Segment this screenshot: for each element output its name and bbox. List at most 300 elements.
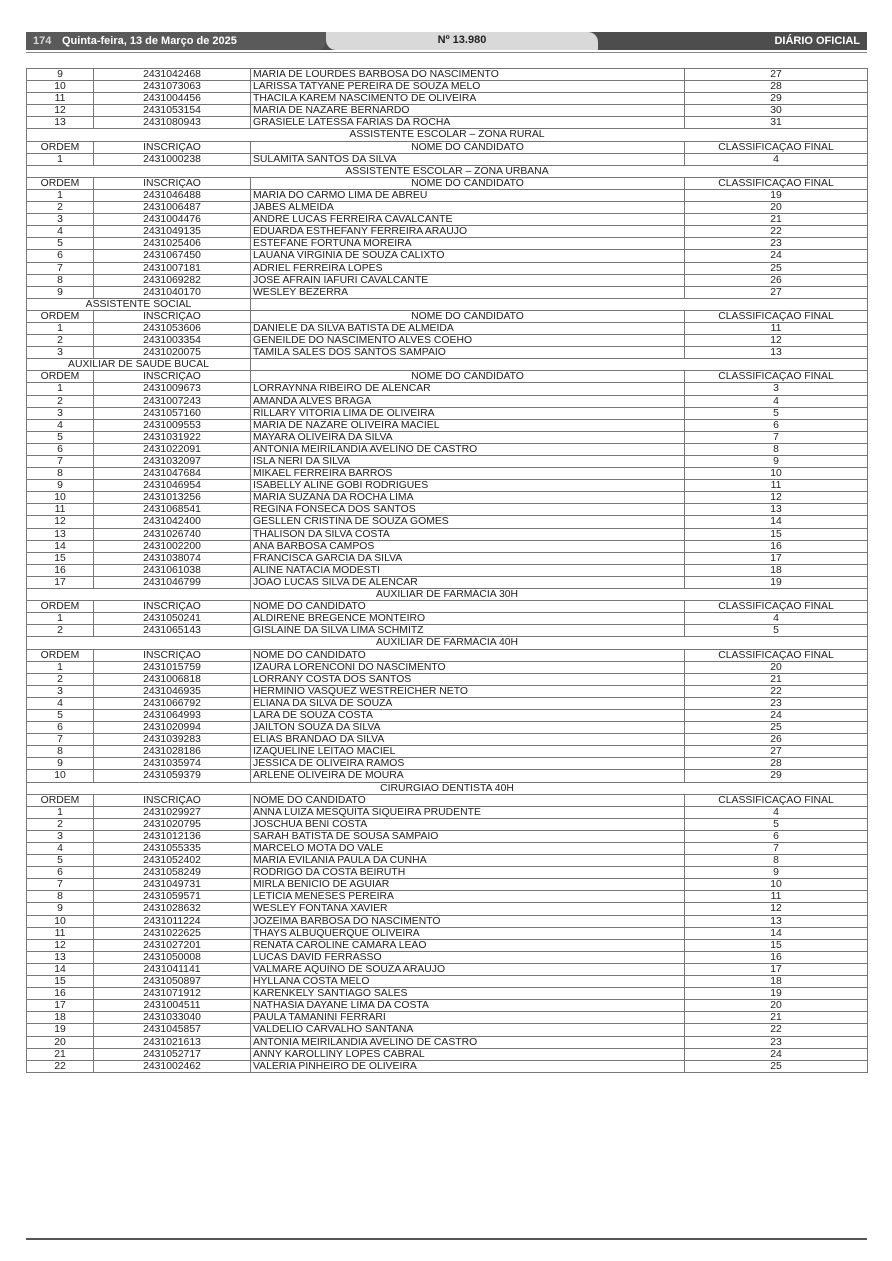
nome-cell: FRANCISCA GARCIA DA SILVA [251, 552, 685, 564]
nome-cell: ELIANA DA SILVA DE SOUZA [251, 697, 685, 709]
ordem-cell: 5 [27, 238, 94, 250]
inscricao-cell: 2431021613 [94, 1036, 251, 1048]
inscricao-cell: 2431020994 [94, 722, 251, 734]
table-row [27, 93, 868, 105]
inscricao-cell: 2431022091 [94, 443, 251, 455]
inscricao-cell: INSCRIÇÃO [94, 601, 251, 613]
inscricao-cell: 2431007243 [94, 395, 251, 407]
classificacao-cell: 23 [685, 1036, 868, 1048]
nome-cell: LORRAYNNA RIBEIRO DE ALENCAR [251, 383, 685, 395]
table-row [27, 456, 868, 468]
table-row [27, 963, 868, 975]
classificacao-cell: 27 [685, 69, 868, 81]
page-number: 174 [33, 35, 52, 47]
nome-cell: ALINE NATÁCIA MODESTI [251, 564, 685, 576]
nome-cell: NATHASIA DAYANE LIMA DA COSTA [251, 1000, 685, 1012]
ordem-cell: 17 [27, 576, 94, 588]
table-row [27, 322, 868, 334]
table-row [27, 939, 868, 951]
inscricao-cell: INSCRIÇÃO [94, 794, 251, 806]
classificacao-cell: 18 [685, 564, 868, 576]
classificacao-cell: 25 [685, 722, 868, 734]
classificacao-cell: 25 [685, 262, 868, 274]
nome-cell: KARENKELY SANTIAGO SALES [251, 988, 685, 1000]
classificacao-cell: 5 [685, 818, 868, 830]
nome-cell: THALISON DA SILVA COSTA [251, 528, 685, 540]
table-row [27, 443, 868, 455]
section-title-row [27, 165, 868, 177]
nome-cell: NOME DO CANDIDATO [251, 794, 685, 806]
ordem-cell: 12 [27, 516, 94, 528]
classificacao-cell: 4 [685, 806, 868, 818]
classificacao-cell: 29 [685, 93, 868, 105]
ordem-cell: ORDEM [27, 177, 94, 189]
inscricao-cell: 2431046488 [94, 189, 251, 201]
table-row [27, 419, 868, 431]
classificacao-cell: 17 [685, 963, 868, 975]
ordem-cell: 6 [27, 722, 94, 734]
ordem-cell: 4 [27, 226, 94, 238]
table-row [27, 734, 868, 746]
table-row [27, 879, 868, 891]
nome-cell: ANDRÉ LUCAS FERREIRA CAVALCANTE [251, 214, 685, 226]
inscricao-cell: 2431027201 [94, 939, 251, 951]
table-row [27, 709, 868, 721]
inscricao-cell: 2431066792 [94, 697, 251, 709]
section-title-row [27, 298, 868, 310]
table-row [27, 613, 868, 625]
section-title: AUXILIAR DE SAUDE BUCAL [27, 359, 251, 371]
classificacao-cell: 24 [685, 1048, 868, 1060]
table-row [27, 758, 868, 770]
nome-cell: JÉSSICA DE OLIVEIRA RAMOS [251, 758, 685, 770]
nome-cell: ESTEFÂNE FORTUNA MOREIRA [251, 238, 685, 250]
nome-cell: LORRANY COSTA DOS SANTOS [251, 673, 685, 685]
classificacao-cell: 19 [685, 576, 868, 588]
inscricao-cell: 2431050008 [94, 951, 251, 963]
journal-name: DIÁRIO OFICIAL [774, 35, 860, 47]
classificacao-cell: CLASSIFICAÇÃO FINAL [685, 177, 868, 189]
table-row [27, 504, 868, 516]
nome-cell: HERMINIO VASQUEZ WESTREICHER NETO [251, 685, 685, 697]
classificacao-cell: 26 [685, 734, 868, 746]
classificacao-cell: 21 [685, 1012, 868, 1024]
inscricao-cell: 2431052402 [94, 855, 251, 867]
inscricao-cell: 2431047684 [94, 468, 251, 480]
classificacao-cell: 29 [685, 770, 868, 782]
inscricao-cell: 2431045857 [94, 1024, 251, 1036]
inscricao-cell: 2431042400 [94, 516, 251, 528]
ordem-cell: 22 [27, 1060, 94, 1072]
ordem-cell: 17 [27, 1000, 94, 1012]
classificacao-cell: 7 [685, 843, 868, 855]
inscricao-cell: 2431053606 [94, 322, 251, 334]
nome-cell: TAMILA SALES DOS SANTOS SAMPAIO [251, 347, 685, 359]
nome-cell: MIKAEL FERREIRA BARROS [251, 468, 685, 480]
table-row [27, 153, 868, 165]
table-row [27, 407, 868, 419]
page-header [26, 32, 867, 50]
classificacao-cell: 24 [685, 250, 868, 262]
classificacao-cell: CLASSIFICAÇÃO FINAL [685, 601, 868, 613]
table-row [27, 976, 868, 988]
section-title: AUXILIAR DE FARMÁCIA 40H [27, 637, 868, 649]
inscricao-cell: 2431025406 [94, 238, 251, 250]
table-row [27, 250, 868, 262]
classificacao-cell: 14 [685, 516, 868, 528]
table-row [27, 903, 868, 915]
footer-divider [26, 1238, 867, 1240]
ordem-cell: 3 [27, 830, 94, 842]
ordem-cell: 3 [27, 685, 94, 697]
ordem-cell: 2 [27, 673, 94, 685]
inscricao-cell: 2431049135 [94, 226, 251, 238]
nome-cell: LARA DE SOUZA COSTA [251, 709, 685, 721]
inscricao-cell: INSCRIÇÃO [94, 177, 251, 189]
inscricao-cell: 2431035974 [94, 758, 251, 770]
table-row [27, 927, 868, 939]
ordem-cell: 11 [27, 93, 94, 105]
classificacao-cell: 27 [685, 746, 868, 758]
classificacao-cell: 20 [685, 202, 868, 214]
ordem-cell: 3 [27, 407, 94, 419]
ordem-cell: 14 [27, 963, 94, 975]
nome-cell: LARISSA TATYANE PEREIRA DE SOUZA MELO [251, 81, 685, 93]
table-row [27, 262, 868, 274]
classificacao-cell: 9 [685, 456, 868, 468]
table-row [27, 891, 868, 903]
table-row [27, 214, 868, 226]
ordem-cell: 9 [27, 286, 94, 298]
ordem-cell: 5 [27, 709, 94, 721]
ordem-cell: 13 [27, 951, 94, 963]
inscricao-cell: INSCRIÇÃO [94, 310, 251, 322]
ordem-cell: 1 [27, 613, 94, 625]
ordem-cell: 15 [27, 976, 94, 988]
ordem-cell: 7 [27, 879, 94, 891]
table-row [27, 855, 868, 867]
inscricao-cell: 2431028186 [94, 746, 251, 758]
table-header-row [27, 141, 868, 153]
inscricao-cell: 2431004456 [94, 93, 251, 105]
inscricao-cell: 2431041141 [94, 963, 251, 975]
table-row [27, 1000, 868, 1012]
ordem-cell: 1 [27, 322, 94, 334]
table-row [27, 685, 868, 697]
ordem-cell: 12 [27, 105, 94, 117]
nome-cell: ANNA LUIZA MESQUITA SIQUEIRA PRUDENTE [251, 806, 685, 818]
table-row [27, 697, 868, 709]
nome-cell: ALDIRENE BREGENCE MONTEIRO [251, 613, 685, 625]
section-title: ASSISTENTE ESCOLAR – ZONA RURAL [27, 129, 868, 141]
nome-cell: PAULA TAMANINI FERRARI [251, 1012, 685, 1024]
nome-cell: IZAQUELINE LEITAO MACIEL [251, 746, 685, 758]
classificacao-cell: 24 [685, 709, 868, 721]
candidates-table-body [27, 69, 868, 1073]
classificacao-cell: 6 [685, 419, 868, 431]
nome-cell: LETÍCIA MENESES PEREIRA [251, 891, 685, 903]
classificacao-cell: 5 [685, 625, 868, 637]
table-row [27, 480, 868, 492]
inscricao-cell: 2431013256 [94, 492, 251, 504]
nome-cell: ANTONIA MEIRILANDIA AVELINO DE CASTRO [251, 443, 685, 455]
nome-cell: AMANDA ALVES BRAGA [251, 395, 685, 407]
inscricao-cell: 2431028632 [94, 903, 251, 915]
empty-cell [251, 359, 868, 371]
nome-cell: JOSÉ AFRAIN IAFURI CAVALCANTE [251, 274, 685, 286]
ordem-cell: 4 [27, 843, 94, 855]
nome-cell: MAYARA OLIVEIRA DA SILVA [251, 431, 685, 443]
classificacao-cell: 17 [685, 552, 868, 564]
classificacao-cell: 16 [685, 540, 868, 552]
nome-cell: THACILA KAREM NASCIMENTO DE OLIVEIRA [251, 93, 685, 105]
classificacao-cell: 4 [685, 395, 868, 407]
classificacao-cell: 19 [685, 189, 868, 201]
nome-cell: NOME DO CANDIDATO [251, 310, 685, 322]
nome-cell: NOME DO CANDIDATO [251, 649, 685, 661]
ordem-cell: 12 [27, 939, 94, 951]
candidates-table [26, 68, 868, 1073]
table-row [27, 431, 868, 443]
nome-cell: VALÉRIA PINHEIRO DE OLIVEIRA [251, 1060, 685, 1072]
ordem-cell: ORDEM [27, 141, 94, 153]
ordem-cell: 2 [27, 818, 94, 830]
ordem-cell: 8 [27, 468, 94, 480]
nome-cell: JOZEIMA BARBOSA DO NASCIMENTO [251, 915, 685, 927]
table-row [27, 625, 868, 637]
ordem-cell: 20 [27, 1036, 94, 1048]
table-row [27, 818, 868, 830]
nome-cell: MARIA DE NAZARÉ BERNARDO [251, 105, 685, 117]
classificacao-cell: 31 [685, 117, 868, 129]
ordem-cell: 2 [27, 202, 94, 214]
classificacao-cell: CLASSIFICAÇÃO FINAL [685, 141, 868, 153]
classificacao-cell: CLASSIFICAÇÃO FINAL [685, 371, 868, 383]
inscricao-cell: 2431046935 [94, 685, 251, 697]
nome-cell: NOME DO CANDIDATO [251, 141, 685, 153]
nome-cell: GESLLEN CRISTINA DE SOUZA GOMES [251, 516, 685, 528]
nome-cell: JAILTON SOUZA DA SILVA [251, 722, 685, 734]
nome-cell: JOÃO LUCAS SILVA DE ALENCAR [251, 576, 685, 588]
inscricao-cell: 2431068541 [94, 504, 251, 516]
inscricao-cell: 2431050241 [94, 613, 251, 625]
inscricao-cell: 2431033040 [94, 1012, 251, 1024]
inscricao-cell: 2431038074 [94, 552, 251, 564]
table-row [27, 576, 868, 588]
ordem-cell: ORDEM [27, 649, 94, 661]
table-row [27, 347, 868, 359]
nome-cell: MARIA SUZANA DA ROCHA LIMA [251, 492, 685, 504]
table-row [27, 806, 868, 818]
table-row [27, 661, 868, 673]
ordem-cell: 15 [27, 552, 94, 564]
table-row [27, 105, 868, 117]
nome-cell: ARLENE OLIVEIRA DE MOURA [251, 770, 685, 782]
inscricao-cell: 2431029927 [94, 806, 251, 818]
ordem-cell: 10 [27, 492, 94, 504]
inscricao-cell: 2431006487 [94, 202, 251, 214]
classificacao-cell: 25 [685, 1060, 868, 1072]
classificacao-cell: 22 [685, 685, 868, 697]
inscricao-cell: 2431061038 [94, 564, 251, 576]
ordem-cell: 6 [27, 443, 94, 455]
classificacao-cell: 23 [685, 238, 868, 250]
issue-date: Quinta-feira, 13 de Março de 2025 [62, 35, 237, 47]
inscricao-cell: 2431003354 [94, 335, 251, 347]
ordem-cell: 14 [27, 540, 94, 552]
ordem-cell: 7 [27, 734, 94, 746]
classificacao-cell: CLASSIFICAÇÃO FINAL [685, 310, 868, 322]
table-row [27, 492, 868, 504]
ordem-cell: 10 [27, 81, 94, 93]
classificacao-cell: 19 [685, 988, 868, 1000]
table-row [27, 867, 868, 879]
nome-cell: ANA BARBOSA CAMPOS [251, 540, 685, 552]
ordem-cell: 16 [27, 564, 94, 576]
header-divider [26, 52, 867, 53]
table-row [27, 540, 868, 552]
table-row [27, 516, 868, 528]
inscricao-cell: 2431055335 [94, 843, 251, 855]
nome-cell: MARCELO MOTA DO VALE [251, 843, 685, 855]
ordem-cell: ORDEM [27, 601, 94, 613]
classificacao-cell: 11 [685, 891, 868, 903]
ordem-cell: 7 [27, 456, 94, 468]
nome-cell: ELIAS BRANDAO DA SILVA [251, 734, 685, 746]
ordem-cell: 16 [27, 988, 94, 1000]
inscricao-cell: 2431065143 [94, 625, 251, 637]
table-row [27, 189, 868, 201]
section-title: CIRURGIÃO DENTISTA 40H [27, 782, 868, 794]
inscricao-cell: 2431059571 [94, 891, 251, 903]
table-header-row [27, 310, 868, 322]
inscricao-cell: 2431002462 [94, 1060, 251, 1072]
nome-cell: WESLEY BEZERRA [251, 286, 685, 298]
nome-cell: RENATA CAROLINE CÂMARA LEÃO [251, 939, 685, 951]
inscricao-cell: 2431032097 [94, 456, 251, 468]
classificacao-cell: 28 [685, 758, 868, 770]
inscricao-cell: 2431011224 [94, 915, 251, 927]
ordem-cell: 10 [27, 915, 94, 927]
table-row [27, 552, 868, 564]
table-row [27, 69, 868, 81]
ordem-cell: 3 [27, 214, 94, 226]
classificacao-cell: 11 [685, 322, 868, 334]
empty-cell [251, 298, 868, 310]
nome-cell: SARAH BATISTA DE SOUSA SAMPAIO [251, 830, 685, 842]
table-row [27, 202, 868, 214]
ordem-cell: 8 [27, 891, 94, 903]
nome-cell: ISABELLY ALINE GOBI RODRIGUES [251, 480, 685, 492]
ordem-cell: 4 [27, 419, 94, 431]
inscricao-cell: 2431057160 [94, 407, 251, 419]
ordem-cell: 2 [27, 625, 94, 637]
classificacao-cell: 3 [685, 383, 868, 395]
header-left-band [26, 32, 326, 50]
classificacao-cell: 11 [685, 480, 868, 492]
ordem-cell: 1 [27, 806, 94, 818]
classificacao-cell: 22 [685, 1024, 868, 1036]
ordem-cell: 13 [27, 117, 94, 129]
inscricao-cell: INSCRIÇÃO [94, 371, 251, 383]
inscricao-cell: 2431067450 [94, 250, 251, 262]
table-header-row [27, 177, 868, 189]
nome-cell: GISLAINE DA SILVA LIMA SCHMITZ [251, 625, 685, 637]
inscricao-cell: 2431059379 [94, 770, 251, 782]
classificacao-cell: 13 [685, 347, 868, 359]
nome-cell: ANTONIA MEIRILANDIA AVELINO DE CASTRO [251, 1036, 685, 1048]
inscricao-cell: 2431007181 [94, 262, 251, 274]
ordem-cell: 10 [27, 770, 94, 782]
nome-cell: SULAMITA SANTOS DA SILVA [251, 153, 685, 165]
table-row [27, 1024, 868, 1036]
nome-cell: MARIA DE LOURDES BARBOSA DO NASCIMENTO [251, 69, 685, 81]
classificacao-cell: 4 [685, 153, 868, 165]
ordem-cell: ORDEM [27, 310, 94, 322]
classificacao-cell: 18 [685, 976, 868, 988]
classificacao-cell: 14 [685, 927, 868, 939]
inscricao-cell: 2431000238 [94, 153, 251, 165]
inscricao-cell: 2431053154 [94, 105, 251, 117]
ordem-cell: 7 [27, 262, 94, 274]
section-title-row [27, 782, 868, 794]
classificacao-cell: 20 [685, 1000, 868, 1012]
table-row [27, 395, 868, 407]
inscricao-cell: INSCRIÇÃO [94, 649, 251, 661]
nome-cell: NOME DO CANDIDATO [251, 177, 685, 189]
inscricao-cell: 2431020795 [94, 818, 251, 830]
table-row [27, 746, 868, 758]
inscricao-cell: 2431039283 [94, 734, 251, 746]
section-title-row [27, 129, 868, 141]
nome-cell: LAUANA VIRGINIA DE SOUZA CALIXTO [251, 250, 685, 262]
nome-cell: ADRIEL FERREIRA LOPES [251, 262, 685, 274]
classificacao-cell: 4 [685, 613, 868, 625]
inscricao-cell: 2431026740 [94, 528, 251, 540]
ordem-cell: 9 [27, 480, 94, 492]
ordem-cell: 11 [27, 927, 94, 939]
classificacao-cell: 7 [685, 431, 868, 443]
table-row [27, 770, 868, 782]
ordem-cell: 21 [27, 1048, 94, 1060]
inscricao-cell: 2431040170 [94, 286, 251, 298]
nome-cell: NOME DO CANDIDATO [251, 371, 685, 383]
ordem-cell: 3 [27, 347, 94, 359]
inscricao-cell: 2431080943 [94, 117, 251, 129]
table-row [27, 673, 868, 685]
ordem-cell: 11 [27, 504, 94, 516]
nome-cell: GENEILDE DO NASCIMENTO ALVES COEHO [251, 335, 685, 347]
nome-cell: DANIELE DA SILVA BATISTA DE ALMEIDA [251, 322, 685, 334]
inscricao-cell: 2431006818 [94, 673, 251, 685]
ordem-cell: 6 [27, 250, 94, 262]
nome-cell: GRASIELE LATESSA FARIAS DA ROCHA [251, 117, 685, 129]
nome-cell: REGINA FONSECA DOS SANTOS [251, 504, 685, 516]
section-title-row [27, 637, 868, 649]
table-row [27, 564, 868, 576]
classificacao-cell: CLASSIFICAÇÃO FINAL [685, 794, 868, 806]
nome-cell: MIRLA BENICIO DE AGUIAR [251, 879, 685, 891]
inscricao-cell: 2431073063 [94, 81, 251, 93]
classificacao-cell: 30 [685, 105, 868, 117]
classificacao-cell: 20 [685, 661, 868, 673]
inscricao-cell: 2431012136 [94, 830, 251, 842]
ordem-cell: 5 [27, 431, 94, 443]
ordem-cell: 18 [27, 1012, 94, 1024]
inscricao-cell: 2431022625 [94, 927, 251, 939]
table-header-row [27, 371, 868, 383]
classificacao-cell: 15 [685, 528, 868, 540]
